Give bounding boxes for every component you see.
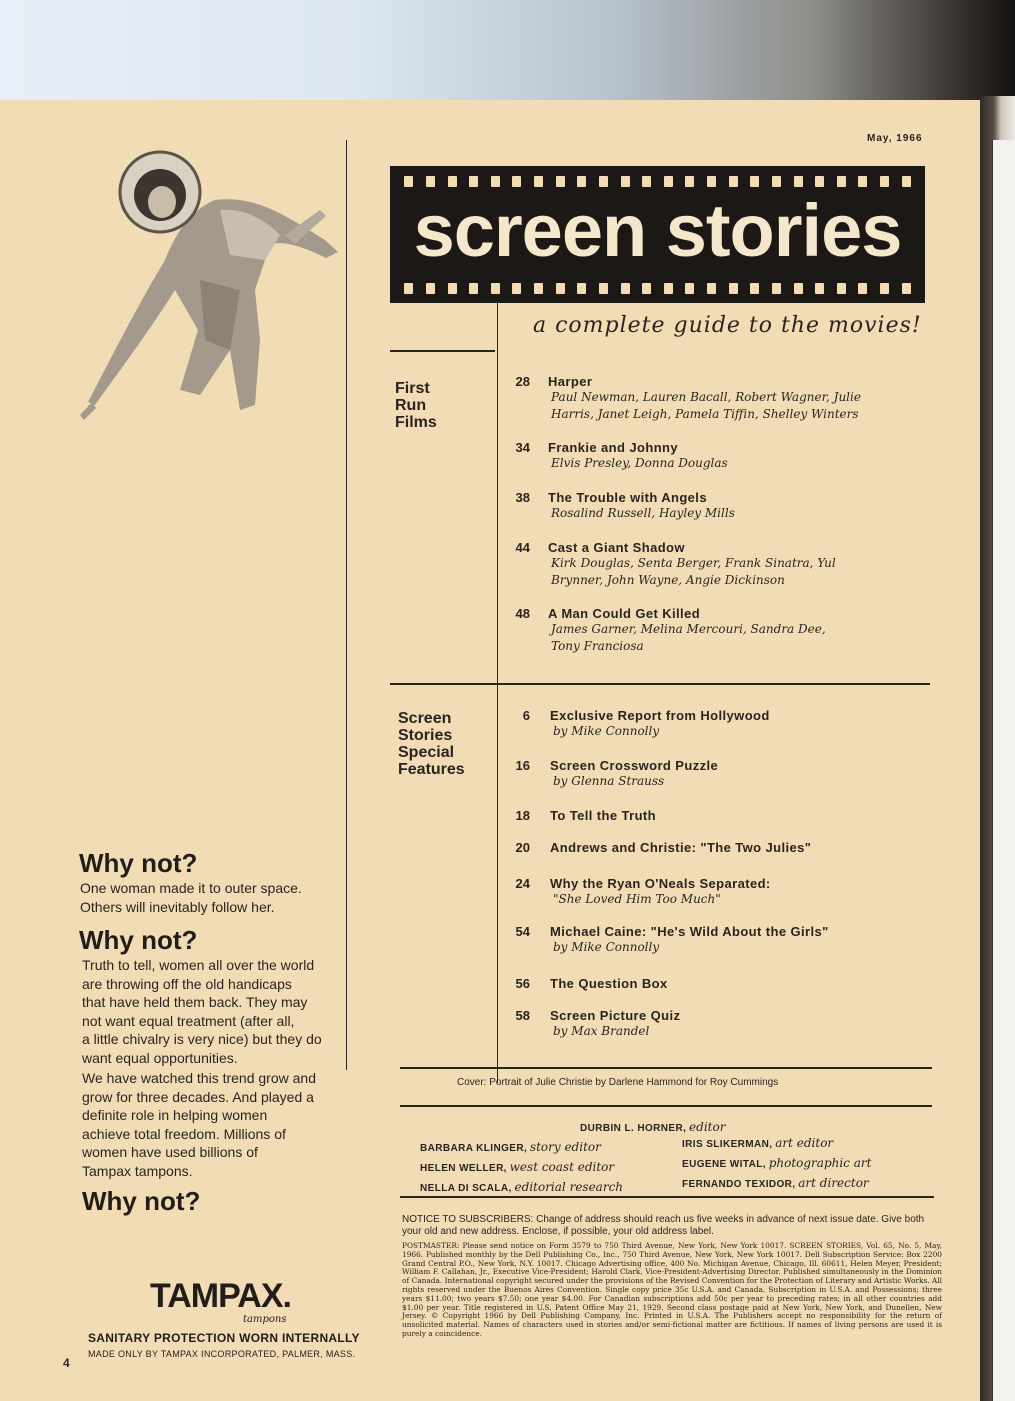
toc-entry[interactable]: [500, 490, 930, 522]
entry-subtitle: Elvis Presley, Donna Douglas: [551, 456, 728, 470]
entry-title: Michael Caine: "He's Wild About the Girls": [550, 924, 829, 939]
ad-paragraph: We have watched this trend grow and grow for three decades. And played a definite role in helping women achieve total freedom. Millions of women have used billions of Tampax tampons.: [82, 1070, 316, 1179]
toc-rule-top: [390, 350, 495, 352]
page-number: 34: [515, 440, 530, 455]
adjacent-page-edge: [992, 140, 1015, 1401]
toc-entry[interactable]: [500, 540, 930, 589]
ad-manufacturer: MADE ONLY BY TAMPAX INCORPORATED, PALMER, MASS.: [88, 1349, 356, 1359]
page-number-footer: 4: [63, 1356, 70, 1370]
entry-title: Exclusive Report from Hollywood: [550, 708, 770, 723]
entry-subtitle: by Mike Connolly: [553, 940, 660, 954]
magazine-tagline: a complete guide to the movies!: [533, 313, 922, 338]
issue-date: May, 1966: [867, 133, 923, 144]
entry-subtitle: Brynner, John Wayne, Angie Dickinson: [551, 573, 785, 587]
entry-title: Frankie and Johnny: [548, 440, 679, 455]
entry-title: Cast a Giant Shadow: [548, 540, 685, 555]
toc-rule-mid: [390, 683, 930, 685]
page-number: 18: [515, 808, 530, 823]
toc-entry[interactable]: [500, 924, 930, 956]
page-number: 24: [515, 876, 530, 891]
page-number: 6: [522, 708, 530, 723]
entry-title: The Question Box: [550, 976, 668, 991]
page-number: 44: [515, 540, 530, 555]
entry-subtitle: Harris, Janet Leigh, Pamela Tiffin, Shelley Winters: [551, 407, 859, 421]
entry-title: A Man Could Get Killed: [548, 606, 701, 621]
film-perforations-bottom: [390, 281, 925, 295]
page-number: 16: [515, 758, 530, 773]
ad-headline: Why not?: [82, 1186, 201, 1216]
toc-entry[interactable]: [500, 708, 930, 740]
entry-subtitle: "She Loved Him Too Much": [553, 892, 721, 906]
toc-entry[interactable]: [500, 606, 930, 655]
page-number: 56: [515, 976, 530, 991]
entry-title: Andrews and Christie: "The Two Julies": [550, 840, 812, 855]
postmaster-notice: POSTMASTER: Please send notice on Form 3579 to 750 Third Avenue, New York, New York 10017. SCREEN STORIES, Vol. 65, No. 5, May, 1966. Published monthly by the Dell Publishing Co., Inc., 750 Third Avenue, New York, New York 10017. Dell Subscription Service: Box 2200 Grand Central P.O., New York, N.Y. 10017. Chicago Advertising office, 400 No. Michigan Avenue, Chicago, Ill. 60611, Helen Meyer, President; William F. Callahan, Jr., Executive Vice-President; Harold Clark, Vice-President-Advertising Director. Published simultaneously in the Dominion of Canada. International copyright secured under the provisions of the Revised Convention for the Protection of Literary and Artistic Works. All rights reserved under the Buenos Aires Convention. Single copy price 35c U.S.A. and Canada. Subscription in U.S.A. and Possessions; three years $11.00; two years $7.50; one year $4.00. For Canadian subscriptions add 50c per year to preceding rates; in all other countries add $1.00 per year. Title registered in U.S. Patent Office May 21, 1929. Second class postage paid at New York, New York, and Dunellen, New Jersey. © Copyright 1966 by Dell Publishing Company, Inc. Printed in U.S.A. The Publishers accept no responsibility for the return of unsolicited material. Names of characters used in stories and/or semi-fictional matter are fictitious. If names of living persons are used it is purely a coincidence.: [402, 1241, 942, 1338]
astronaut-woman-photo: [80, 140, 350, 430]
section-heading-first-run-films: First Run Films: [395, 380, 437, 431]
entry-subtitle: Rosalind Russell, Hayley Mills: [551, 506, 735, 520]
entry-title: Why the Ryan O'Neals Separated:: [550, 876, 771, 891]
toc-entry[interactable]: [500, 876, 930, 908]
background-top: [0, 0, 1015, 104]
rule-above-staff: [400, 1105, 932, 1107]
page-number: 20: [515, 840, 530, 855]
toc-entry[interactable]: [500, 840, 930, 855]
ad-paragraph: One woman made it to outer space. Others will inevitably follow her.: [80, 880, 302, 915]
page-number: 38: [515, 490, 530, 505]
toc-entry[interactable]: [500, 976, 930, 991]
entry-subtitle: by Mike Connolly: [553, 724, 660, 738]
ad-headline: Why not?: [79, 925, 198, 955]
ad-tagline: SANITARY PROTECTION WORN INTERNALLY: [88, 1331, 360, 1345]
column-divider: [346, 140, 347, 1070]
toc-entry[interactable]: [500, 1008, 930, 1040]
entry-subtitle: by Max Brandel: [553, 1024, 650, 1038]
entry-title: Screen Crossword Puzzle: [550, 758, 719, 773]
entry-subtitle: James Garner, Melina Mercouri, Sandra Dee,: [551, 622, 826, 636]
entry-subtitle: Paul Newman, Lauren Bacall, Robert Wagner, Julie: [551, 390, 861, 404]
toc-divider: [497, 303, 498, 1083]
entry-title: To Tell the Truth: [550, 808, 656, 823]
toc-entry[interactable]: [500, 440, 930, 472]
entry-title: Screen Picture Quiz: [550, 1008, 681, 1023]
toc-entry[interactable]: [500, 374, 930, 423]
magazine-title: screen stories: [413, 189, 902, 272]
entry-title: Harper: [548, 374, 593, 389]
toc-entry[interactable]: [500, 758, 930, 790]
ad-headline: Why not?: [79, 848, 198, 878]
page-number: 54: [515, 924, 530, 939]
subscriber-notice: NOTICE TO SUBSCRIBERS: Change of address should reach us five weeks in advance of next issue date. Give both your old and new address. Enclose, if possible, your old address label.: [402, 1214, 925, 1237]
page-number: 28: [515, 374, 530, 389]
editor-credit: DURBIN L. HORNER, editor: [580, 1120, 726, 1134]
tampax-logo-sub: tampons: [243, 1314, 287, 1325]
cover-credit: Cover: Portrait of Julie Christie by Darlene Hammond for Roy Cummings: [457, 1077, 779, 1088]
staff-right: IRIS SLIKERMAN, art editor EUGENE WITAL, photographic art FERNANDO TEXIDOR, art director: [682, 1136, 872, 1190]
staff-left: BARBARA KLINGER, story editor HELEN WELLER, west coast editor NELLA DI SCALA, editorial research: [420, 1140, 624, 1194]
page-number: 48: [515, 606, 530, 621]
entry-subtitle: Kirk Douglas, Senta Berger, Frank Sinatra, Yul: [551, 556, 836, 570]
tampax-logo: TAMPAX.: [150, 1277, 291, 1315]
rule-above-notice: [400, 1196, 934, 1198]
entry-subtitle: by Glenna Strauss: [553, 774, 665, 788]
section-heading-special-features: Screen Stories Special Features: [398, 710, 465, 778]
entry-title: The Trouble with Angels: [548, 490, 707, 505]
rule-above-cover: [400, 1067, 932, 1069]
ad-paragraph: Truth to tell, women all over the world are throwing off the old handicaps that have held them back. They may not want equal treatment (after all, a little chivalry is very nice) but they do want equal opportunities.: [82, 957, 322, 1066]
entry-subtitle: Tony Franciosa: [551, 639, 644, 653]
toc-entry[interactable]: [500, 808, 930, 823]
masthead-banner: [390, 166, 925, 303]
page-number: 58: [515, 1008, 530, 1023]
